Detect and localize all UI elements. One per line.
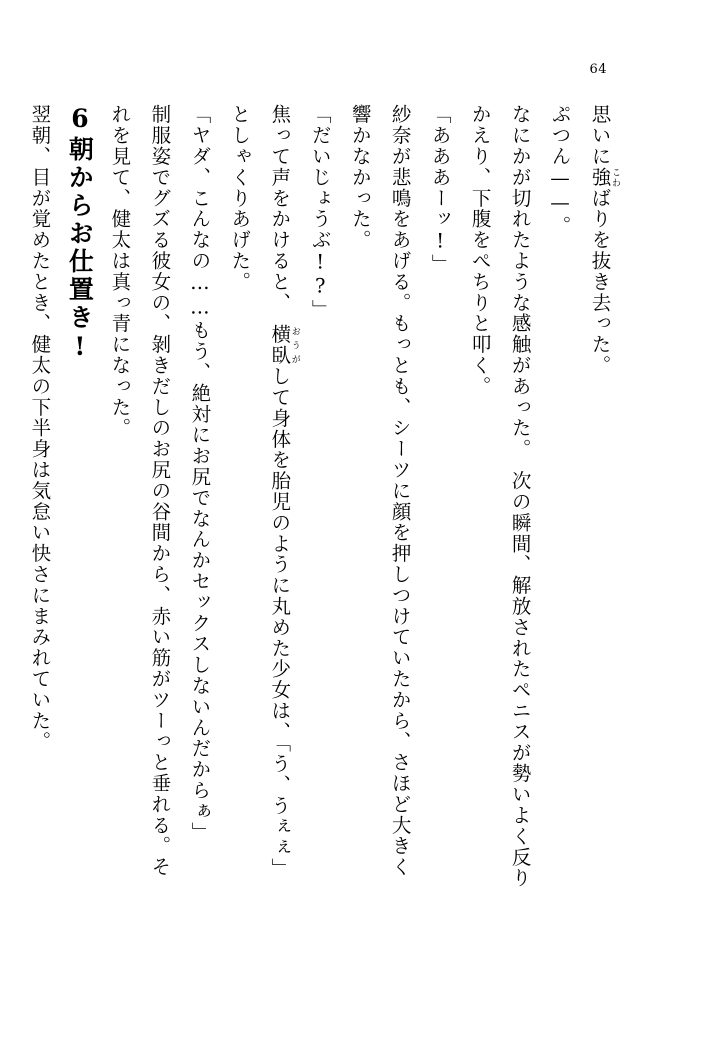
ruby-ouga: 横臥おうが	[268, 324, 300, 366]
paragraph	[340, 104, 420, 894]
paragraph	[540, 104, 580, 894]
paragraph-text-8: 「ヤダ、こんなの……もう、絶対にお尻でなんかセックスしないんだからぁ」	[188, 104, 212, 843]
chapter-heading	[59, 104, 99, 894]
paragraph	[179, 104, 219, 894]
paragraph-text-9: 制服姿でグズる彼女の、剝きだしのお尻の谷間から、赤い筋がツーっと垂れる。それを見て、健太は真っ青になった。	[108, 104, 172, 878]
paragraph-text-3: なにかが切れたような感触があった。 次の瞬間、解放されたペニスが勢いよく反りかえり、下腹をぺちりと叩く。	[468, 104, 532, 889]
paragraph-text-10: 翌朝、目が覚めたとき、健太の下半身は気怠い快さにまみれていた。	[28, 104, 52, 752]
paragraph-text-5: 紗奈が悲鳴をあげる。もっとも、シーツに顔を押しつけていたから、さほど大きく響かなかった。	[348, 104, 412, 878]
page-text-body	[28, 104, 620, 894]
chapter-title: 朝からお仕置き!	[65, 136, 95, 364]
paragraph-text-4: 「あああーッ!」	[428, 104, 452, 275]
paragraph-text-1: 思いに強こわばりを抜き去った。	[588, 104, 620, 376]
paragraph	[99, 104, 179, 894]
page-number: 64	[589, 62, 607, 77]
paragraph-text-7: 焦って声をかけると、 横臥おうがして身体を胎児のように丸めた少女は、「う、うぇぇ」としゃくりあげた。	[228, 104, 300, 879]
paragraph	[300, 104, 340, 894]
paragraph	[219, 104, 299, 894]
chapter-number: 6	[65, 104, 95, 136]
paragraph-text-6: 「だいじょうぶ!?」	[308, 104, 332, 320]
paragraph	[19, 104, 59, 894]
paragraph	[460, 104, 540, 894]
paragraph-text-2: ぷつん——。	[548, 104, 572, 237]
paragraph	[580, 104, 620, 894]
paragraph	[420, 104, 460, 894]
ruby-kowa: 強こわ	[588, 166, 620, 188]
